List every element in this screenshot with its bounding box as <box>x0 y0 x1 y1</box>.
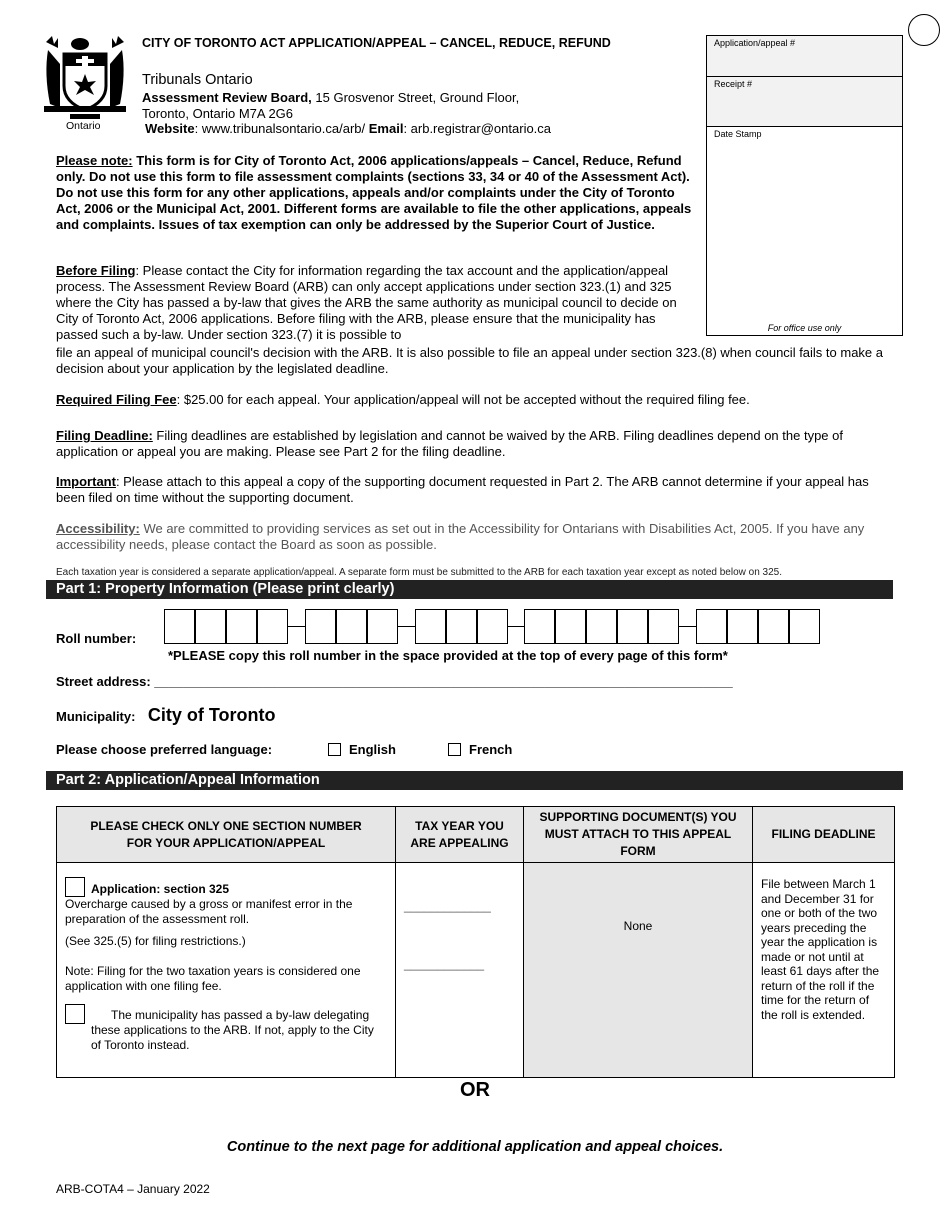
roll-digit-box[interactable] <box>555 609 586 644</box>
appeal-number-field <box>707 36 902 77</box>
col-header-tax-year: TAX YEAR YOU ARE APPEALING <box>396 807 524 863</box>
col-header-supporting-docs: SUPPORTING DOCUMENT(S) YOU MUST ATTACH TO THIS APPEAL FORM <box>524 807 753 863</box>
roll-digit-box[interactable] <box>524 609 555 644</box>
roll-separator <box>288 626 305 627</box>
before-filing-label: Before Filing <box>56 263 136 278</box>
filing-fee-paragraph <box>56 392 901 408</box>
board-address <box>142 90 519 122</box>
section-325-note: Note: Filing for the two taxation years is considered one application with one filing fee. <box>65 964 361 993</box>
form-title: CITY OF TORONTO ACT APPLICATION/APPEAL – CANCEL, REDUCE, REFUND <box>142 36 611 50</box>
please-note-paragraph <box>56 153 696 233</box>
roll-digit-box[interactable] <box>336 609 367 644</box>
roll-digit-box[interactable] <box>789 609 820 644</box>
office-use-note: For office use only <box>767 323 842 333</box>
roll-digit-box[interactable] <box>696 609 727 644</box>
contact-line <box>145 121 551 136</box>
please-note-text: This form is for City of Toronto Act, 2006 applications/appeals – Cancel, Reduce, Refund only. Do not use this form to file assessment complaints (sections 33, 34 or 40 of the Assessment Act). Do not use this form for any other applications, appeals and/or complaints under the City of Toronto Act, 2006 or the Municipal Act, 2001. Different forms are available to file the other applications, appeals and complaints. Issues of tax exemption can only be addressed by the Superior Court of Justice. <box>56 153 692 232</box>
tax-year-line-2[interactable]: ____________ <box>404 957 485 971</box>
col-header-filing-deadline: FILING DEADLINE <box>753 807 895 863</box>
continue-note: Continue to the next page for additional application and appeal choices. <box>226 1139 724 1155</box>
section-325-description: Overcharge caused by a gross or manifest error in the preparation of the assessment roll. <box>65 897 353 926</box>
section-325-option[interactable] <box>65 877 387 897</box>
roll-digit-box[interactable] <box>648 609 679 644</box>
tax-year-line-1[interactable]: _____________ <box>404 899 491 913</box>
important-text: : Please attach to this appeal a copy of the supporting document requested in Part 2. The ARB cannot determine if your appeal has been filed on time without the supporting document. <box>56 474 869 505</box>
table-row <box>57 863 895 1078</box>
roll-number-label: Roll number: <box>56 631 137 646</box>
receipt-label: Receipt # <box>714 79 753 89</box>
before-filing-paragraph <box>56 263 688 343</box>
section-325-cell <box>57 863 396 1078</box>
logo-caption: Ontario <box>66 120 101 132</box>
roll-digit-box[interactable] <box>586 609 617 644</box>
date-stamp-label: Date Stamp <box>714 129 762 139</box>
website[interactable]: : www.tribunalsontario.ca/arb/ <box>194 121 369 136</box>
website-label: Website <box>145 121 195 136</box>
street-address-field[interactable] <box>56 674 733 689</box>
english-checkbox[interactable] <box>328 743 341 756</box>
part2-header: Part 2: Application/Appeal Information <box>46 771 903 790</box>
filing-deadline-paragraph <box>56 428 901 460</box>
roll-digit-box[interactable] <box>305 609 336 644</box>
english-label: English <box>349 742 396 757</box>
roll-separator <box>508 626 524 627</box>
accessibility-text: We are committed to providing services as set out in the Accessibility for Ontarians with Disabilities Act, 2005. If you have any accessibility needs, please contact the Board as soon as possible. <box>56 521 865 552</box>
board-name: Assessment Review Board, <box>142 90 312 105</box>
roll-separator <box>679 626 696 627</box>
roll-digit-box[interactable] <box>415 609 446 644</box>
accessibility-label: Accessibility: <box>56 521 140 536</box>
application-table <box>56 806 895 1078</box>
taxation-year-note: Each taxation year is considered a separate application/appeal. A separate form must be submitted to the ARB for each taxation year except as noted below on 325. <box>56 567 783 578</box>
address-line1: 15 Grosvenor Street, Ground Floor, <box>311 90 520 105</box>
french-label: French <box>469 742 513 757</box>
french-checkbox[interactable] <box>448 743 461 756</box>
org-name: Tribunals Ontario <box>142 72 253 88</box>
language-french-option[interactable] <box>448 742 512 757</box>
roll-digit-box[interactable] <box>226 609 257 644</box>
roll-digit-box[interactable] <box>727 609 758 644</box>
bylaw-text: The municipality has passed a by-law delegating these applications to the ARB. If not, apply to the City of Toronto instead. <box>91 1008 374 1052</box>
supporting-doc-value: None <box>623 919 653 933</box>
municipality-row <box>56 705 276 726</box>
form-id: ARB-COTA4 – January 2022 <box>56 1182 210 1196</box>
municipality-value: City of Toronto <box>147 705 276 725</box>
ontario-coat-of-arms-icon <box>40 34 130 134</box>
filing-fee-text: : $25.00 for each appeal. Your application/appeal will not be accepted without the required filing fee. <box>176 392 750 407</box>
roll-digit-box[interactable] <box>257 609 288 644</box>
roll-digit-box[interactable] <box>367 609 398 644</box>
section-325-restriction: (See 325.(5) for filing restrictions.) <box>65 934 246 948</box>
accessibility-paragraph <box>56 521 901 553</box>
part1-header: Part 1: Property Information (Please print clearly) <box>46 580 893 599</box>
please-note-label: Please note: <box>56 153 133 168</box>
roll-digit-box[interactable] <box>446 609 477 644</box>
email[interactable]: : arb.registrar@ontario.ca <box>403 121 552 136</box>
bylaw-option[interactable] <box>65 1004 387 1053</box>
or-divider: OR <box>460 1079 490 1101</box>
section-325-checkbox[interactable] <box>65 877 85 897</box>
street-address-label: Street address: <box>56 674 151 689</box>
language-english-option[interactable] <box>328 742 396 757</box>
address-line2: Toronto, Ontario M7A 2G6 <box>142 106 294 121</box>
roll-number-note: *PLEASE copy this roll number in the space provided at the top of every page of this form* <box>168 648 728 663</box>
filing-deadline-text: File between March 1 and December 31 for one or both of the two years preceding the year the application is made or not until at least 61 days after the return of the roll if the time for the return of the roll is extended. <box>761 877 880 1022</box>
date-stamp-field <box>707 127 902 335</box>
supporting-doc-cell <box>524 863 753 1078</box>
important-label: Important <box>56 474 116 489</box>
before-filing-text: : Please contact the City for information regarding the tax account and the application/appeal process. The Assessment Review Board (ARB) can only accept applications under section 323.(1) and 325 where the City has passed a by-law that gives the ARB the same authority as municipal council to decide on City of Toronto Act, 2006 applications. Before filing with the ARB, please ensure that the municipality has passed such a by-law. Under section 323.(7) it is possible to <box>56 263 677 342</box>
email-label: Email <box>368 121 404 136</box>
language-label: Please choose preferred language: <box>56 742 273 757</box>
receipt-field <box>707 77 902 127</box>
roll-digit-box[interactable] <box>195 609 226 644</box>
appeal-number-label: Application/appeal # <box>714 38 796 48</box>
roll-digit-box[interactable] <box>758 609 789 644</box>
form-corner-circle <box>908 14 940 46</box>
roll-digit-box[interactable] <box>617 609 648 644</box>
table-header-row <box>57 807 895 863</box>
roll-digit-box[interactable] <box>164 609 195 644</box>
filing-deadline-text: Filing deadlines are established by legislation and cannot be waived by the ARB. Filing deadlines depend on the type of application or appeal you are making. Please see Part 2 for the filing deadline. <box>56 428 843 459</box>
street-address-line[interactable]: ________________________________________________________________________________ <box>154 674 733 689</box>
section-325-title: Application: section 325 <box>91 882 230 896</box>
filing-fee-label: Required Filing Fee <box>56 392 177 407</box>
before-filing-continued: file an appeal of municipal council's decision with the ARB. It is also possible to file an appeal under section 323.(8) when council fails to make a decision about your application by the legislated deadline. <box>56 345 884 376</box>
col-header-section: PLEASE CHECK ONLY ONE SECTION NUMBER FOR YOUR APPLICATION/APPEAL <box>57 807 396 863</box>
filing-deadline-label: Filing Deadline: <box>56 428 153 443</box>
tax-year-cell <box>396 863 524 1078</box>
roll-digit-box[interactable] <box>477 609 508 644</box>
municipality-label: Municipality: <box>56 709 136 724</box>
filing-deadline-cell <box>753 863 895 1078</box>
important-paragraph <box>56 474 901 506</box>
office-use-box <box>706 35 903 336</box>
roll-separator <box>398 626 415 627</box>
